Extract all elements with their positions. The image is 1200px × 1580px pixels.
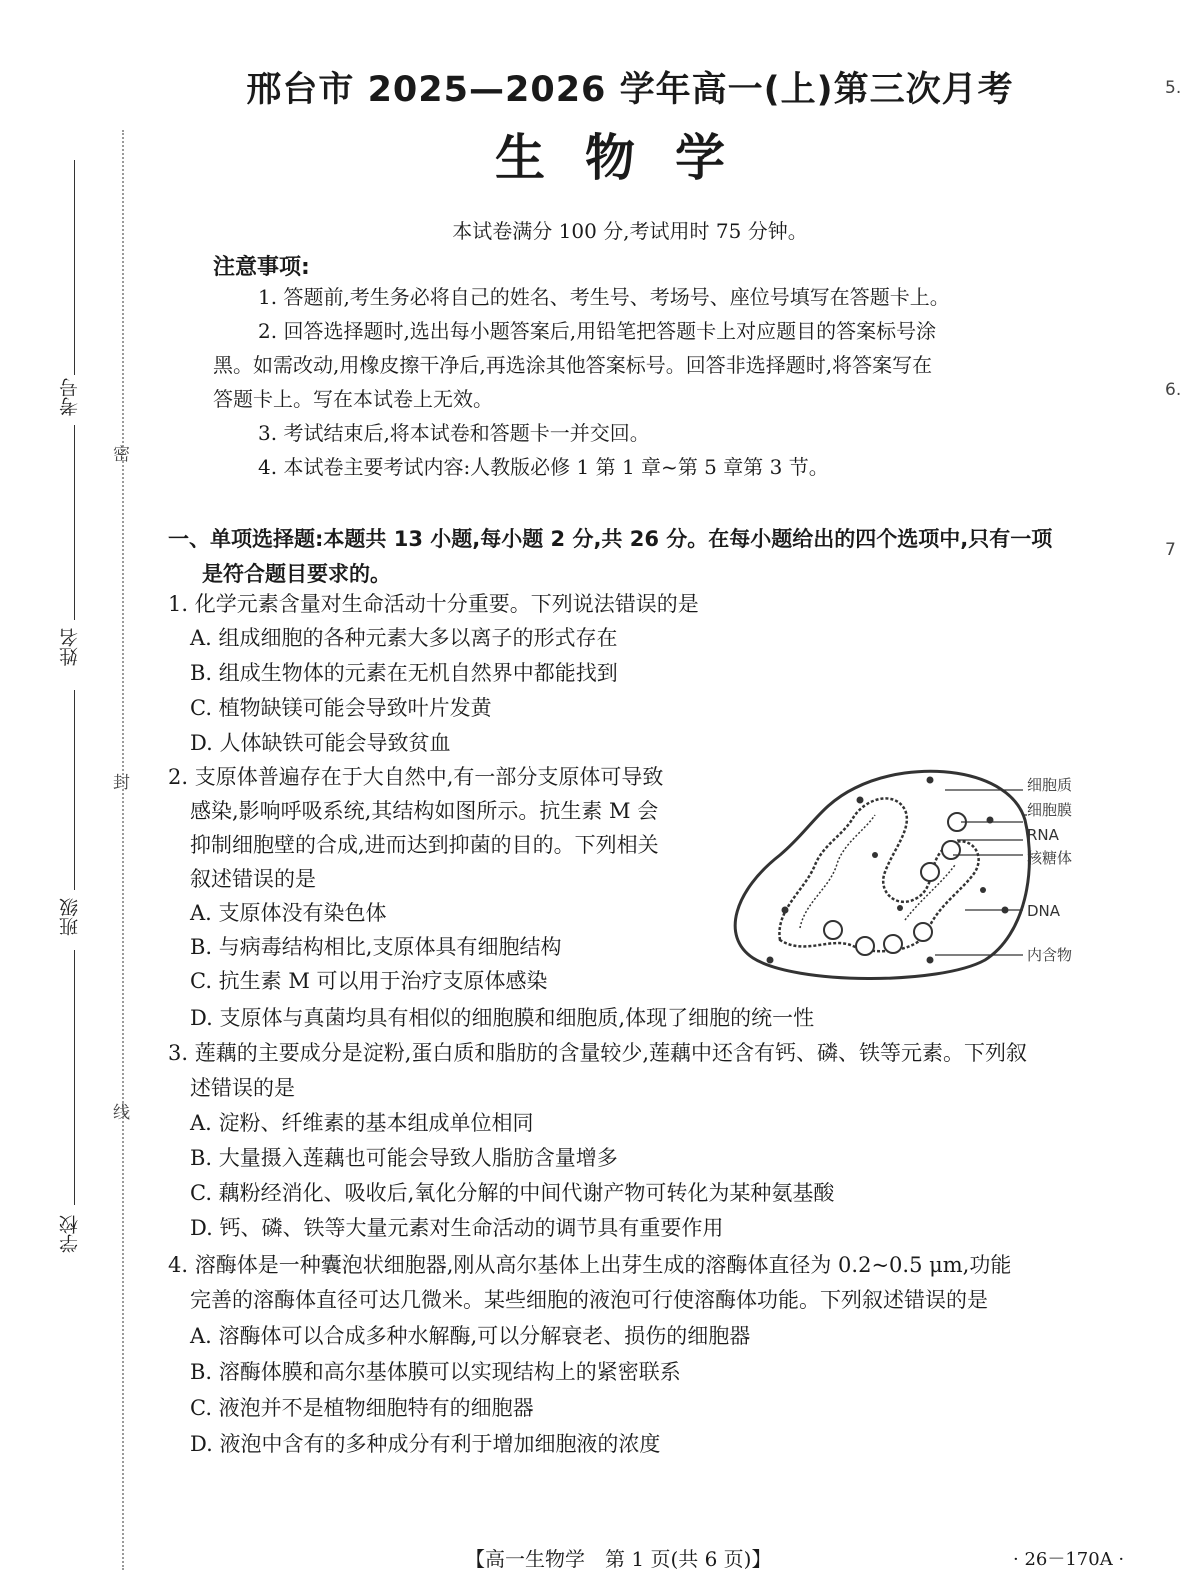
ribosome [824,921,842,939]
binding-dotted-line [122,130,124,1570]
inclusion-dot [782,907,789,914]
inclusion-dot [872,852,878,858]
label-cytoplasm: 细胞质 [1027,776,1073,794]
question-2-stem: 叙述错误的是 [190,867,316,891]
inclusion-dots [767,777,1009,964]
seal-xian: 线 [113,1103,130,1123]
school-underline [74,950,75,1205]
question-2-stem: 感染,影响呼吸系统,其结构如图所示。抗生素 M 会 [190,799,659,823]
label-rna: RNA [1027,826,1059,844]
class-label: 班级 [59,898,81,936]
ribosomes [824,813,966,955]
label-dna: DNA [1027,902,1061,920]
label-inclusion: 内含物 [1027,946,1073,964]
right-fragment-q7: 7 [1165,540,1176,560]
question-4-option-c: C. 液泡并不是植物细胞特有的细胞器 [190,1396,534,1420]
question-2-stem: 抑制细胞壁的合成,进而达到抑菌的目的。下列相关 [190,833,659,857]
question-3-option-c: C. 藕粉经消化、吸收后,氧化分解的中间代谢产物可转化为某种氨基酸 [190,1181,835,1205]
question-2-stem: 2. 支原体普遍存在于大自然中,有一部分支原体可导致 [168,765,664,789]
question-4-option-b: B. 溶酶体膜和高尔基体膜可以实现结构上的紧密联系 [190,1360,681,1384]
notice-item: 答题卡上。写在本试卷上无效。 [213,387,493,411]
inclusion-dot [927,957,934,964]
ribosome [942,841,960,859]
question-4-stem: 4. 溶酶体是一种囊泡状细胞器,刚从高尔基体上出芽生成的溶酶体直径为 0.2~0.5 μm,功能 [168,1253,1012,1277]
seal-feng: 封 [113,773,130,793]
question-3-option-a: A. 淀粉、纤维素的基本组成单位相同 [190,1111,534,1135]
question-3-stem: 3. 莲藕的主要成分是淀粉,蛋白质和脂肪的含量较少,莲藕中还含有钙、磷、铁等元素。下列叙 [168,1041,1028,1065]
question-1-stem: 1. 化学元素含量对生命活动十分重要。下列说法错误的是 [168,592,699,616]
ribosome [856,937,874,955]
ribosome [884,935,902,953]
question-3-option-b: B. 大量摄入莲藕也可能会导致人脂肪含量增多 [190,1146,618,1170]
question-2-option-d: D. 支原体与真菌均具有相似的细胞膜和细胞质,体现了细胞的统一性 [190,1006,815,1030]
notice-item: 4. 本试卷主要考试内容:人教版必修 1 第 1 章~第 5 章第 3 节。 [258,455,829,479]
ribosome [914,923,932,941]
name-underline [74,425,75,620]
question-2-option-c: C. 抗生素 M 可以用于治疗支原体感染 [190,969,548,993]
question-3-option-d: D. 钙、磷、铁等大量元素对生命活动的调节具有重要作用 [190,1216,724,1240]
question-4-stem: 完善的溶酶体直径可达几微米。某些细胞的液泡可行使溶酶体功能。下列叙述错误的是 [190,1288,988,1312]
notice-item: 2. 回答选择题时,选出每小题答案后,用铅笔把答题卡上对应题目的答案标号涂 [258,319,937,343]
page-code: · 26－170A · [1013,1549,1125,1570]
label-ribosome: 核糖体 [1027,849,1073,867]
inclusion-dot [927,777,934,784]
notice-item: 黑。如需改动,用橡皮擦干净后,再选涂其他答案标号。回答非选择题时,将答案写在 [213,353,933,377]
inclusion-dot [980,887,986,893]
mycoplasma-diagram [725,760,1125,990]
section-heading-line2: 是符合题目要求的。 [202,562,391,586]
ribosome [921,863,939,881]
page-footer: 【高一生物学 第 1 页(共 6 页)】 [465,1547,772,1571]
question-1-option-d: D. 人体缺铁可能会导致贫血 [190,731,451,755]
question-1-option-b: B. 组成生物体的元素在无机自然界中都能找到 [190,661,618,685]
question-2-option-a: A. 支原体没有染色体 [190,901,387,925]
section-heading [168,522,1118,592]
exam-no-underline [74,160,75,375]
notice-item: 1. 答题前,考生务必将自己的姓名、考生号、考场号、座位号填写在答题卡上。 [258,285,950,309]
subject-title: 生物学 [495,129,765,187]
exam-no-label: 考号 [59,378,81,416]
seal-mi: 密 [113,445,130,465]
notice-heading: 注意事项: [213,255,310,280]
inclusion-dot [857,797,864,804]
notice-item: 3. 考试结束后,将本试卷和答题卡一并交回。 [258,421,650,445]
label-cell-membrane: 细胞膜 [1027,801,1073,819]
question-3-stem: 述错误的是 [190,1076,295,1100]
inclusion-dot [767,957,774,964]
question-2-option-b: B. 与病毒结构相比,支原体具有细胞结构 [190,935,562,959]
section-heading-line1: 一、单项选择题:本题共 13 小题,每小题 2 分,共 26 分。在每小题给出的四个选项中,只有一项 [168,527,1053,551]
question-4-option-d: D. 液泡中含有的多种成分有利于增加细胞液的浓度 [190,1432,661,1456]
question-4-option-a: A. 溶酶体可以合成多种水解酶,可以分解衰老、损伤的细胞器 [190,1324,751,1348]
name-label: 姓名 [59,628,81,666]
exam-title: 邢台市 2025—2026 学年高一(上)第三次月考 [246,70,1014,110]
question-1-option-c: C. 植物缺镁可能会导致叶片发黄 [190,696,492,720]
inclusion-dot [897,905,903,911]
cell-membrane-outline [735,771,1029,978]
score-note: 本试卷满分 100 分,考试用时 75 分钟。 [452,219,808,243]
right-fragment-q6: 6. [1165,380,1182,400]
right-fragment-q5: 5. [1165,78,1182,98]
question-1-option-a: A. 组成细胞的各种元素大多以离子的形式存在 [190,626,618,650]
class-underline [74,690,75,890]
school-label: 学校 [59,1215,81,1253]
